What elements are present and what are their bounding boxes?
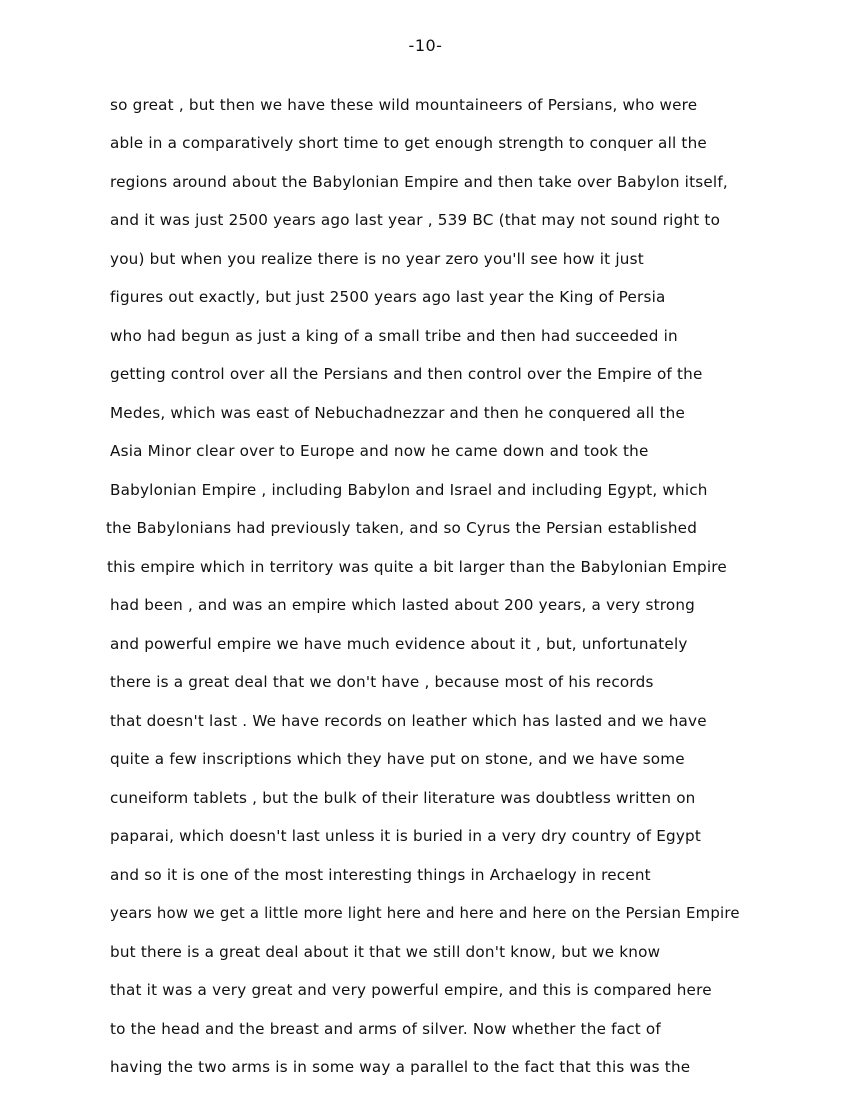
text-line: had been , and was an empire which lasted about 200 years, a very strong [110, 596, 695, 614]
text-line: but there is a great deal about it that we still don't know, but we know [110, 943, 661, 961]
text-line: Babylonian Empire , including Babylon and Israel and including Egypt, which [110, 481, 708, 499]
text-line: figures out exactly, but just 2500 years ago last year the King of Persia [110, 288, 666, 306]
text-line: Medes, which was east of Nebuchadnezzar and then he conquered all the [110, 404, 686, 422]
text-line: regions around about the Babylonian Empire and then take over Babylon itself, [110, 173, 728, 191]
text-line: years how we get a little more light here and here and here on the Persian Empire [110, 904, 740, 922]
text-line: cuneiform tablets , but the bulk of their literature was doubtless written on [110, 789, 696, 807]
text-line: getting control over all the Persians and then control over the Empire of the [110, 365, 703, 383]
text-line: there is a great deal that we don't have , because most of his records [110, 673, 654, 691]
text-line: and powerful empire we have much evidence about it , but, unfortunately [110, 635, 688, 653]
text-line: and it was just 2500 years ago last year , 539 BC (that may not sound right to [110, 211, 721, 229]
text-line: so great , but then we have these wild mountaineers of Persians, who were [110, 96, 698, 114]
text-line: and so it is one of the most interesting things in Archaelogy in recent [110, 866, 651, 884]
text-line: that doesn't last . We have records on leather which has lasted and we have [110, 712, 707, 730]
text-line: able in a comparatively short time to get enough strength to conquer all the [110, 134, 707, 152]
text-line: who had begun as just a king of a small tribe and then had succeeded in [110, 327, 678, 345]
text-line: the Babylonians had previously taken, and so Cyrus the Persian established [106, 519, 698, 537]
text-line: Asia Minor clear over to Europe and now he came down and took the [110, 442, 649, 460]
text-line: you) but when you realize there is no year zero you'll see how it just [110, 250, 644, 268]
text-line: this empire which in territory was quite a bit larger than the Babylonian Empire [107, 558, 727, 576]
text-line: quite a few inscriptions which they have put on stone, and we have some [110, 750, 685, 768]
text-line: to the head and the breast and arms of silver. Now whether the fact of [110, 1020, 661, 1038]
text-line: having the two arms is in some way a parallel to the fact that this was the [110, 1058, 691, 1076]
page-number: -10- [408, 36, 443, 55]
text-line: paparai, which doesn't last unless it is buried in a very dry country of Egypt [110, 827, 702, 845]
text-line: that it was a very great and very powerful empire, and this is compared here [110, 981, 712, 999]
